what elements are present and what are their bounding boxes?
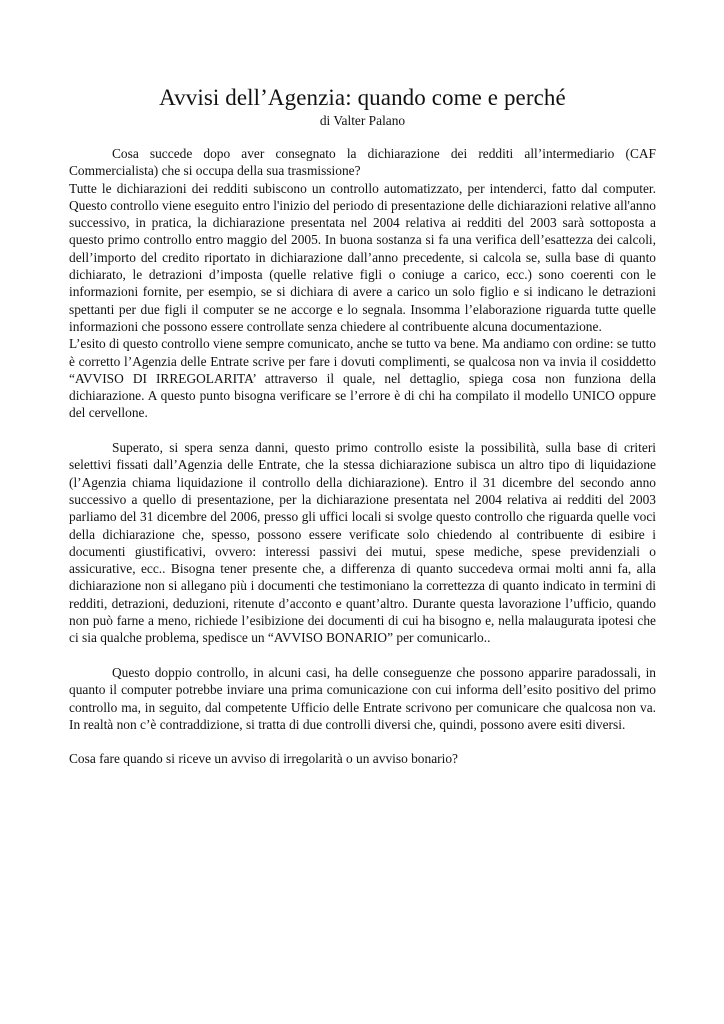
document-title: Avvisi dell’Agenzia: quando come e perché [159, 85, 566, 110]
closing-question: Cosa fare quando si riceve un avviso di irregolarità o un avviso bonario? [69, 751, 458, 767]
paragraph: Questo doppio controllo, in alcuni casi, ha delle conseguenze che possono apparire paradossali, in quanto il computer potrebbe inviare una prima comunicazione con cui informa dell’esito positivo del primo controllo ma, in seguito, dal competente Ufficio delle Entrate scrivono per comunicare che qualcosa non va. In realtà non c’è contraddizione, si tratta di due controlli diversi che, quindi, possono avere esiti diversi. [69, 664, 656, 732]
paragraph: Tutte le dichiarazioni dei redditi subiscono un controllo automatizzato, per intenderci, fatto dal computer. Questo controllo viene eseguito entro l'inizio del periodo di presentazione delle dichiarazioni relative all'anno successivo, in pratica, la dichiarazione presentata nel 2004 relativa ai redditi del 2003 sarà sottoposta a questo primo controllo entro maggio del 2005. In buona sostanza si fa una verifica dell’esattezza dei calcoli, dell’importo del credito riportato in dichiarazione dall’anno precedente, si calcola se, sulla base di quanto dichiarato, le detrazioni d’imposta (quelle relative figli o coniuge a carico, ecc.) sono coerenti con le informazioni fornite, per esempio, se si dichiara di avere a carico un solo figlio e si indicano le detrazioni spettanti per due figli il computer se ne accorge e lo segnala. Insomma l’elaborazione riguarda tutte quelle informazioni che possono essere controllate senza chiedere al contribuente alcuna documentazione. [69, 180, 656, 334]
paragraph: L’esito di questo controllo viene sempre comunicato, anche se tutto va bene. Ma andiamo con ordine: se tutto è corretto l’Agenzia delle Entrate scrive per fare i dovuti complimenti, se qualcosa non va invia il cosiddetto “AVVISO DI IRREGOLARITA’ attraverso il quale, nel dettaglio, spiega cosa non funziona della dichiarazione. A questo punto bisogna verificare se l’errore è di chi ha compilato il modello UNICO oppure del cervellone. [69, 336, 656, 421]
paragraph: Cosa succede dopo aver consegnato la dichiarazione dei redditi all’intermediario (CAF Commercialista) che si occupa della sua trasmissione? [69, 146, 656, 179]
document-author: di Valter Palano [319, 113, 406, 128]
paragraph: Superato, si spera senza danni, questo primo controllo esiste la possibilità, sulla base di criteri selettivi fissati dall’Agenzia delle Entrate, che la stessa dichiarazione subisca un altro tipo di liquidazione (l’Agenzia chiama liquidazione il controllo della dichiarazione). Entro il 31 dicembre del secondo anno successivo a quello di presentazione, per la dichiarazione presentata nel 2004 relativa ai redditi del 2003 parliamo del 31 dicembre del 2006, presso gli uffici locali si svolge questo controllo che riguarda quelle voci della dichiarazione che, spesso, possono essere verificate solo chiedendo al contribuente di esibire i documenti giustificativi, ovvero: interessi passivi dei mutui, spese mediche, spese previdenziali o assicurative, ecc.. Bisogna tener presente che, a differenza di quanto succedeva ormai molti anni fa, alla dichiarazione non si allegano più i documenti che testimoniano la correttezza di quanto indicato in termini di redditi, detrazioni, deduzioni, ritenute d’acconto e quant’altro. Durante questa lavorazione l’ufficio, quando non può farne a meno, richiede l’esibizione dei documenti di cui ha bisogno e, nella malaugurata ipotesi che ci sia qualche problema, spedisce un “AVVISO BONARIO” per comunicarlo.. [69, 440, 656, 646]
document-body [69, 84, 656, 768]
